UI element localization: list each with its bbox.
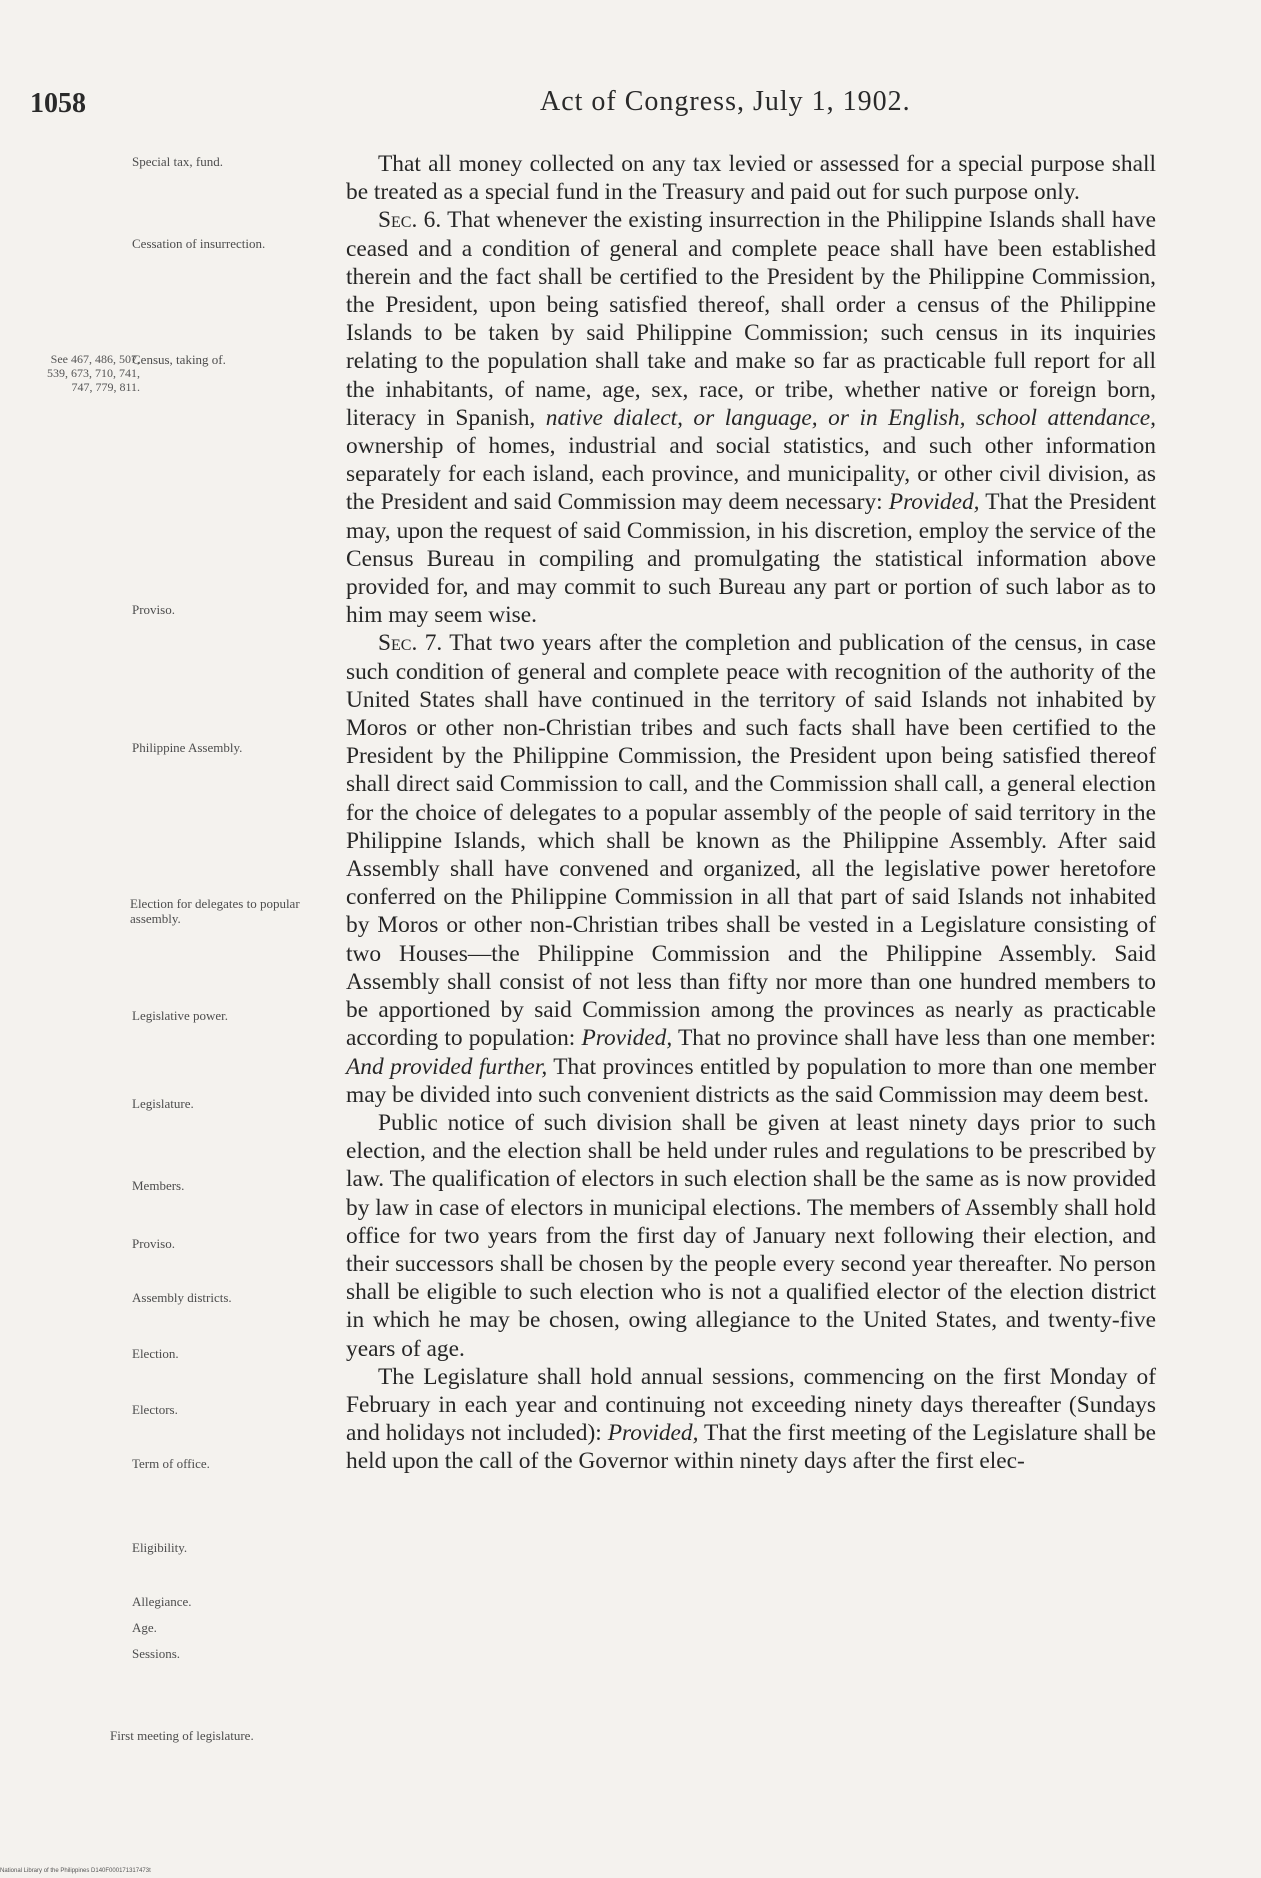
- margin-note-election-delegates: Election for delegates to popular assembly.: [130, 896, 300, 926]
- scan-footer: National Library of the Philippines D140F000171317473t: [0, 1868, 151, 1874]
- margin-note-legislature: Legislature.: [132, 1096, 194, 1111]
- text-run: ownership of homes, industrial and social statistics, and such other information separately for each island, each province, and municipality, or other civil division, as the President and said Commission may deem necessary:: [346, 433, 1156, 516]
- margin-note-census: Census, taking of.: [132, 352, 226, 367]
- text-run: That the President may, upon the request of said Commission, in his discretion, employ the service of the Census Bureau in compiling and promulgating the statistical information above provided for, and may commit to such Bureau any part or portion of such labor as to him may seem wise.: [346, 489, 1156, 629]
- running-head: Act of Congress, July 1, 1902.: [540, 86, 911, 117]
- margin-note-proviso-2: Proviso.: [132, 1236, 175, 1251]
- margin-note-cessation: Cessation of insurrection.: [132, 236, 266, 251]
- italic-run: native dialect, or language, or in English, school attendance,: [545, 404, 1156, 431]
- margin-note-legislative-power: Legislative power.: [132, 1008, 229, 1023]
- section-number: Sec. 7.: [378, 630, 443, 657]
- paragraph-public-notice: Public notice of such division shall be given at least ninety days prior to such election, and the election shall be held under rules and regulations to be prescribed by law. The qualification of electors in such election shall be the same as is now provided by law in case of electors in municipal elections. The members of Assembly shall hold office for two years from the first day of January next following their election, and their successors shall be chosen by the people every second year thereafter. No person shall be eligible to such election who is not a qualified elector of the election district in which he may be chosen, owing allegiance to the United States, and twenty-five years of age.: [346, 1109, 1156, 1362]
- proviso-keyword: And provided further,: [346, 1053, 548, 1080]
- paragraph-section-7: [346, 629, 1156, 1108]
- margin-note-electors: Electors.: [132, 1402, 178, 1417]
- margin-note-sessions: Sessions.: [132, 1646, 181, 1661]
- cross-reference-note: See 467, 486, 507, 539, 673, 710, 741, 747, 779, 811.: [47, 352, 140, 394]
- paragraph-section-6: [346, 206, 1156, 629]
- margin-note-philippine-assembly: Philippine Assembly.: [132, 740, 243, 755]
- paragraph-sessions: [346, 1363, 1156, 1476]
- text-run: That provinces entitled by population to more than one member may be divided into such convenient districts as the said Commission may deem best.: [346, 1053, 1156, 1108]
- proviso-keyword: Provided,: [607, 1420, 699, 1447]
- statute-body: [346, 150, 1156, 1476]
- margin-note-age: Age.: [132, 1620, 157, 1635]
- margin-note-proviso: Proviso.: [132, 602, 175, 617]
- margin-note-special-tax: Special tax, fund.: [132, 154, 223, 169]
- margin-note-term-of-office: Term of office.: [132, 1456, 210, 1471]
- margin-note-eligibility: Eligibility.: [132, 1540, 188, 1555]
- margin-note-assembly-districts: Assembly districts.: [132, 1290, 232, 1305]
- proviso-keyword: Provided,: [581, 1025, 673, 1052]
- text-run: That no province shall have less than one member:: [677, 1025, 1156, 1052]
- text-run: That two years after the completion and publication of the census, in case such condition of general and complete peace with recognition of the authority of the United States shall have continued in the territory of said Islands not inhabited by Moros or other non-Christian tribes and such facts shall have been certified to the President by the Philippine Commission, the President upon being satisfied thereof shall direct said Commission to call, and the Commission shall call, a general election for the choice of delegates to a popular assembly of the people of said territory in the Philippine Islands, which shall be known as the Philippine Assembly. After said Assembly shall have convened and organized, all the legislative power heretofore conferred on the Philippine Commission in all that part of said Islands not inhabited by Moros or other non-Christian tribes shall be vested in a Legislature consisting of two Houses—the Philippine Commission and the Philippine Assembly. Said Assembly shall consist of not less than fifty nor more than one hundred members to be apportioned by said Commission among the provinces as nearly as practicable according to population:: [346, 630, 1156, 1052]
- margin-note-members: Members.: [132, 1178, 185, 1193]
- text-run: That whenever the existing insurrection in the Philippine Islands shall have ceased and a condition of general and complete peace shall have been established therein and the fact shall be certified to the President by the Philippine Commission, the President, upon being satisfied thereof, shall order a census of the Philippine Islands to be taken by said Philippine Commission; such census in its inquiries relating to the population shall take and make so far as practicable full report for all the inhabitants, of name, age, sex, race, or tribe, whether native or foreign born, literacy in Spanish,: [346, 207, 1156, 431]
- page-number: 1058: [30, 88, 86, 119]
- margin-note-election: Election.: [132, 1346, 179, 1361]
- proviso-keyword: Provided,: [888, 489, 980, 516]
- paragraph-special-fund: That all money collected on any tax levied or assessed for a special purpose shall be treated as a special fund in the Treasury and paid out for such purpose only.: [346, 151, 1156, 206]
- margin-note-first-meeting: First meeting of legislature.: [110, 1728, 254, 1743]
- text-run: The Legislature shall hold annual sessions, commencing on the first Monday of February in each year and continuing not exceeding ninety days thereafter (Sundays and holidays not included):: [346, 1363, 1156, 1447]
- text-run: That the first meeting of the Legislature shall be held upon the call of the Governor within ninety days after the first elec-: [346, 1420, 1156, 1475]
- section-number: Sec. 6.: [378, 207, 442, 234]
- margin-note-allegiance: Allegiance.: [132, 1594, 192, 1609]
